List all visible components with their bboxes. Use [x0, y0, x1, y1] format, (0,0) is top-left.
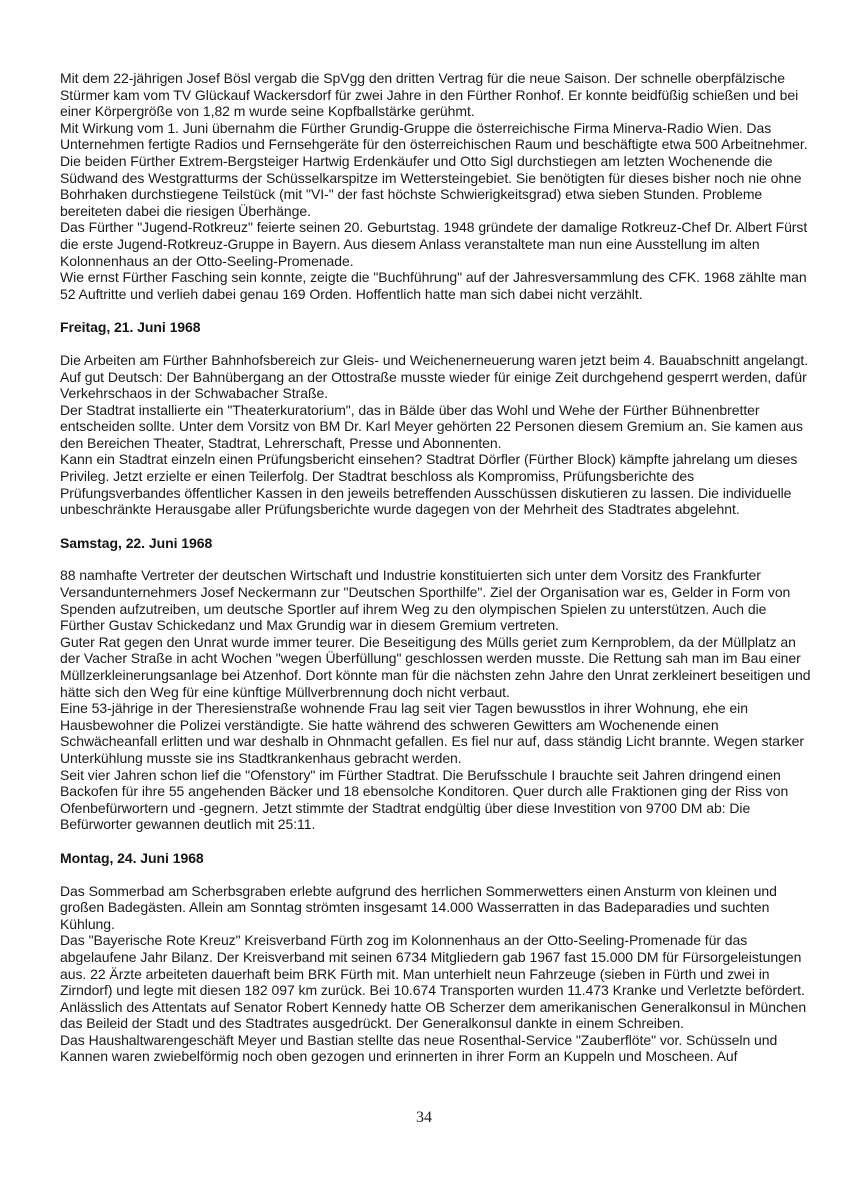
section-heading-freitag-21-juni-1968: Freitag, 21. Juni 1968	[60, 319, 201, 336]
paragraph: Guter Rat gegen den Unrat wurde immer teurer. Die Beseitigung des Mülls geriet zum Kernproblem, da der Müllplatz an der Vacher Straße in acht Wochen "wegen Überfüllung" geschlossen werden musste. Die Rettung sah man im Bau einer Müllzerkleinerungsanlage bei Atzenhof. Dort könnte man für die nächsten zehn Jahre den Unrat zerkleinert beseitigen und hätte sich den Weg für eine künftige Müllverbrennung doch nicht verbaut.	[60, 633, 811, 700]
paragraph: Das "Bayerische Rote Kreuz" Kreisverband Fürth zog im Kolonnenhaus an der Otto-Seeling-Promenade für das abgelaufene Jahr Bilanz. Der Kreisverband mit seinen 6734 Mitgliedern gab 1967 fast 15.000 DM für Fürsorgeleistungen aus. 22 Ärzte arbeiteten dauerhaft beim BRK Fürth mit. Man unterhielt neun Fahrzeuge (sieben in Fürth und zwei in Zirndorf) und legte mit diesen 182 097 km zurück. Bei 10.674 Transporten wurden 11.473 Kranke und Verletzte befördert.	[60, 932, 805, 999]
paragraph: Mit dem 22-jährigen Josef Bösl vergab die SpVgg den dritten Vertrag für die neue Saison. Der schnelle oberpfälzische Stürmer kam vom TV Glückauf Wackersdorf für zwei Jahre in den Fürther Ronhof. Er konnte beidfüßig schießen und bei einer Körpergröße von 1,82 m wurde seine Kopfballstärke gerühmt.	[60, 70, 799, 120]
paragraph: Seit vier Jahren schon lief die "Ofenstory" im Fürther Stadtrat. Die Berufsschule I brauchte seit Jahren dringend einen Backofen für ihre 55 angehenden Bäcker und 18 ebensolche Konditoren. Quer durch alle Fraktionen ging der Riss von Ofenbefürwortern und -gegnern. Jetzt stimmte der Stadtrat endgültig über diese Investition von 9700 DM ab: Die Befürworter gewannen deutlich mit 25:11.	[60, 766, 789, 833]
paragraph: Eine 53-jährige in der Theresienstraße wohnende Frau lag seit vier Tagen bewusstlos in ihrer Wohnung, ehe ein Hausbewohner die Polizei verständigte. Sie hatte während des schweren Gewitters am Wochenende einen Schwächeanfall erlitten und war deshalb in Ohnmacht gefallen. Es fiel nur auf, dass ständig Licht brannte. Wegen starker Unterkühlung musste sie ins Stadtkrankenhaus gebracht werden.	[60, 700, 804, 766]
paragraph: Die beiden Fürther Extrem-Bergsteiger Hartwig Erdenkäufer und Otto Sigl durchstiegen am letzten Wochenende die Südwand des Westgratturms der Schüsselkarspitze im Wettersteingebiet. Sie benötigten für dieses bisher noch nie ohne Bohrhaken durchstiegene Teilstück (mit "VI-" der fast höchste Schwierigkeitsgrad) etwa sieben Stunden. Probleme bereiteten dabei die riesigen Überhänge.	[60, 152, 802, 219]
paragraph: Das Fürther "Jugend-Rotkreuz" feierte seinen 20. Geburtstag. 1948 gründete der damalige Rotkreuz-Chef Dr. Albert Fürst die erste Jugend-Rotkreuz-Gruppe in Bayern. Aus diesem Anlass veranstaltete man nun eine Ausstellung im alten Kolonnenhaus an der Otto-Seeling-Promenade.	[60, 219, 808, 269]
section-heading-montag-24-juni-1968: Montag, 24. Juni 1968	[60, 849, 204, 866]
paragraph: Wie ernst Fürther Fasching sein konnte, zeigte die "Buchführung" auf der Jahresversammlung des CFK. 1968 zählte man 52 Auftritte und verlieh dabei genau 169 Orden. Hoffentlich hatte man sich dabei nicht verzählt.	[60, 269, 807, 302]
paragraph: Die Arbeiten am Fürther Bahnhofsbereich zur Gleis- und Weichenerneuerung waren jetzt beim 4. Bauabschnitt angelangt. Auf gut Deutsch: Der Bahnübergang an der Ottostraße musste wieder für einige Zeit durchgehend gesperrt werden, dafür Verkehrschaos in der Schwabacher Straße.	[60, 351, 809, 402]
paragraph: Mit Wirkung vom 1. Juni übernahm die Fürther Grundig-Gruppe die österreichische Firma Minerva-Radio Wien. Das Unternehmen fertigte Radios und Fernsehgeräte für den österreichischen Raum und beschäftigte etwa 500 Arbeitnehmer.	[60, 119, 808, 153]
paragraph: Der Stadtrat installierte ein "Theaterkuratorium", das in Bälde über das Wohl und Wehe der Fürther Bühnenbretter entscheiden sollte. Unter dem Vorsitz von BM Dr. Karl Meyer gehörten 22 Personen diesem Gremium an. Sie kamen aus den Bereichen Theater, Stadtrat, Lehrerschaft, Presse und Abonnenten.	[60, 401, 803, 451]
paragraph: Das Sommerbad am Scherbsgraben erlebte aufgrund des herrlichen Sommerwetters einen Ansturm von kleinen und großen Badegästen. Allein am Sonntag strömten insgesamt 14.000 Wasserratten in das Badeparadies und suchten Kühlung.	[60, 882, 777, 932]
paragraph: Kann ein Stadtrat einzeln einen Prüfungsbericht einsehen? Stadtrat Dörfler (Fürther Block) kämpfte jahrelang um dieses Privileg. Jetzt erzielte er einen Teilerfolg. Der Stadtrat beschloss als Kompromiss, Prüfungsberichte des Prüfungsverbandes öffentlicher Kassen in den jeweils betreffenden Ausschüssen diskutieren zu lassen. Die individuelle unbeschränkte Herausgabe aller Prüfungsberichte wurde dagegen von der Mehrheit des Stadtrates abgelehnt.	[60, 451, 798, 518]
document-page	[60, 70, 813, 1065]
page-number: 34	[416, 1109, 432, 1126]
paragraph: Das Haushaltwarengeschäft Meyer und Bastian stellte das neue Rosenthal-Service "Zauberflöte" vor. Schüsseln und Kannen waren zwiebelförmig noch oben gezogen und erinnerten in ihrer Form an Kuppeln und Moscheen. Auf	[60, 1031, 778, 1065]
section-heading-samstag-22-juni-1968: Samstag, 22. Juni 1968	[60, 534, 213, 551]
paragraph: Anlässlich des Attentats auf Senator Robert Kennedy hatte OB Scherzer dem amerikanischen Generalkonsul in München das Beileid der Stadt und des Stadtrates ausgedrückt. Der Generalkonsul dankte in einem Schreiben.	[60, 998, 807, 1032]
paragraph: 88 namhafte Vertreter der deutschen Wirtschaft und Industrie konstituierten sich unter dem Vorsitz des Frankfurter Versandunternehmers Josef Neckermann zur "Deutschen Sporthilfe". Ziel der Organisation war es, Gelder in Form von Spenden aufzutreiben, um deutsche Sportler auf ihrem Weg zu den olympischen Spielen zu unterstützen. Auch die Fürther Gustav Schickedanz und Max Grundig war in diesem Gremium vertreten.	[60, 567, 791, 634]
